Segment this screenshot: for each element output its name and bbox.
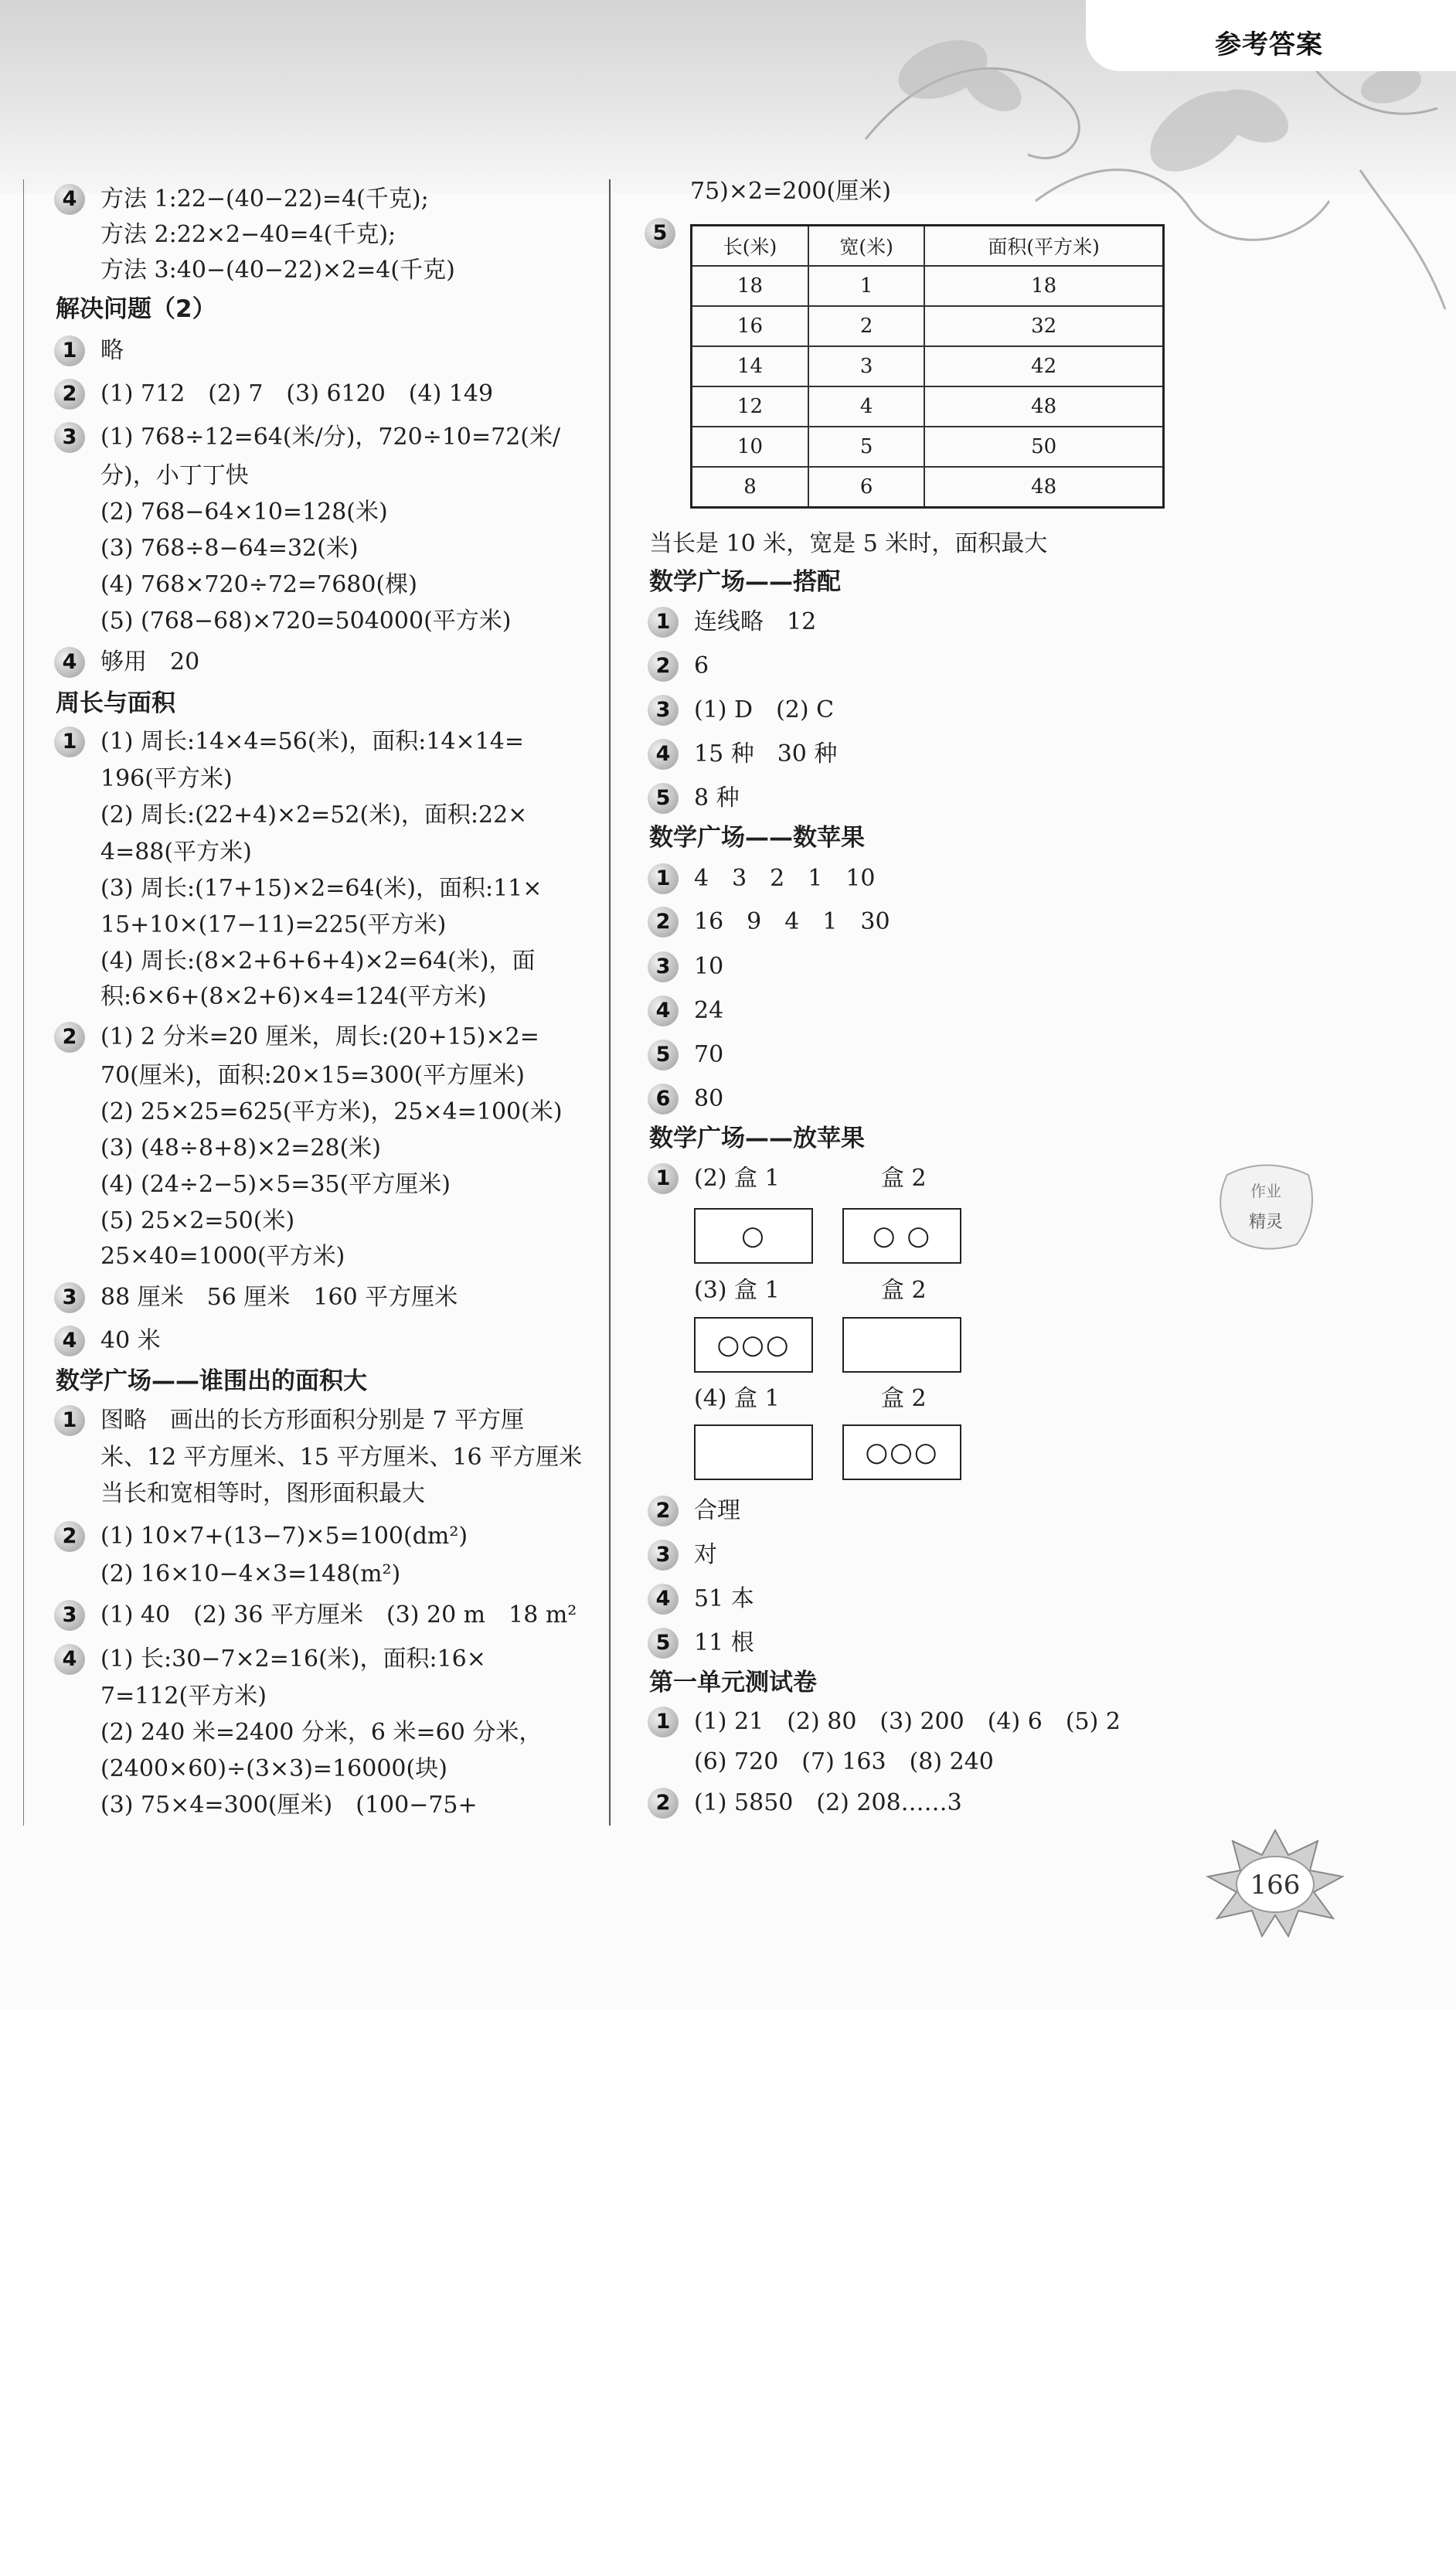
question-badge: 4 bbox=[54, 647, 85, 678]
table-cell: 48 bbox=[924, 467, 1163, 508]
answer-line: (2) 768−64×10=128(米) bbox=[100, 499, 388, 526]
answer-table bbox=[690, 224, 1165, 509]
answer-line: 11 根 bbox=[694, 1629, 754, 1656]
answer-line: (2) 25×25=625(平方米)，25×4=100(米) bbox=[100, 1098, 563, 1125]
answer-line: (3) 周长:(17+15)×2=64(米)，面积:11× bbox=[100, 875, 543, 902]
answer-line: (2) 16×10−4×3=148(m²) bbox=[100, 1560, 401, 1588]
answer-line: 方法 3:40−(40−22)×2=4(千克) bbox=[100, 257, 455, 284]
answer-line: 4=88(平方米) bbox=[100, 839, 252, 866]
answer-line: (6) 720 (7) 163 (8) 240 bbox=[694, 1748, 994, 1775]
answer-line: 196(平方米) bbox=[100, 765, 233, 792]
answer-line: 6 bbox=[694, 652, 709, 679]
answer-line: (2400×60)÷(3×3)=16000(块) bbox=[100, 1755, 447, 1782]
box-label: (2) 盒 1 bbox=[694, 1165, 780, 1192]
table-cell: 42 bbox=[924, 346, 1163, 386]
table-cell: 48 bbox=[924, 386, 1163, 427]
table-header: 长(米) bbox=[692, 226, 808, 267]
table-cell: 16 bbox=[692, 306, 808, 346]
question-badge: 5 bbox=[648, 783, 679, 814]
apple-box bbox=[842, 1317, 961, 1373]
section-title: 周长与面积 bbox=[56, 689, 175, 717]
page-number: 166 bbox=[1250, 1870, 1301, 1901]
table-cell: 6 bbox=[808, 467, 924, 508]
answer-line: (1) 768÷12=64(米/分)，720÷10=72(米/ bbox=[100, 424, 561, 451]
question-badge: 5 bbox=[648, 1628, 679, 1659]
box-label: 盒 2 bbox=[881, 1385, 927, 1412]
table-cell: 18 bbox=[924, 266, 1163, 306]
answer-line: (5) 25×2=50(米) bbox=[100, 1207, 295, 1234]
answer-line: 16 9 4 1 30 bbox=[694, 908, 890, 935]
table-header: 宽(米) bbox=[808, 226, 924, 267]
table-cell: 4 bbox=[808, 386, 924, 427]
apple-box: ○ bbox=[694, 1208, 813, 1264]
answer-line: (4) 768×720÷72=7680(棵) bbox=[100, 571, 417, 598]
answer-line: 4 3 2 1 10 bbox=[694, 865, 876, 892]
answer-line: (1) 21 (2) 80 (3) 200 (4) 6 (5) 2 bbox=[694, 1708, 1121, 1735]
answer-line: 图略 画出的长方形面积分别是 7 平方厘 bbox=[100, 1407, 525, 1434]
table-cell: 5 bbox=[808, 427, 924, 467]
answer-line: (1) 2 分米=20 厘米，周长:(20+15)×2= bbox=[100, 1023, 539, 1050]
answer-line: 15 种 30 种 bbox=[694, 740, 838, 767]
answer-line: (4) (24÷2−5)×5=35(平方厘米) bbox=[100, 1171, 451, 1198]
answer-line: 分)，小丁丁快 bbox=[100, 462, 249, 489]
answer-line: 88 厘米 56 厘米 160 平方厘米 bbox=[100, 1284, 458, 1311]
answer-line: 方法 1:22−(40−22)=4(千克); bbox=[100, 185, 429, 213]
question-badge: 3 bbox=[54, 1600, 85, 1631]
apple-box: ○○○ bbox=[842, 1424, 961, 1480]
answer-line: (1) 5850 (2) 208……3 bbox=[694, 1789, 962, 1816]
question-badge: 1 bbox=[648, 1163, 679, 1194]
question-badge: 1 bbox=[54, 1405, 85, 1436]
answer-line: 当长和宽相等时，图形面积最大 bbox=[100, 1480, 425, 1507]
question-badge: 1 bbox=[54, 727, 85, 757]
question-badge: 4 bbox=[648, 739, 679, 770]
answer-line: 够用 20 bbox=[100, 648, 200, 676]
answer-line: (3) 75×4=300(厘米) (100−75+ bbox=[100, 1792, 478, 1819]
answer-line: (1) 长:30−7×2=16(米)，面积:16× bbox=[100, 1646, 486, 1673]
answer-line: 8 种 bbox=[694, 784, 740, 812]
answer-line: 7=112(平方米) bbox=[100, 1683, 267, 1710]
stamp-text: 作业 bbox=[1250, 1182, 1281, 1200]
answer-line: (3) (48÷8+8)×2=28(米) bbox=[100, 1135, 382, 1162]
table-cell: 14 bbox=[692, 346, 808, 386]
question-badge: 5 bbox=[648, 1040, 679, 1070]
table-cell: 1 bbox=[808, 266, 924, 306]
question-badge: 2 bbox=[648, 1496, 679, 1526]
table-header-row bbox=[692, 226, 1164, 267]
table-cell: 3 bbox=[808, 346, 924, 386]
box-label: (3) 盒 1 bbox=[694, 1277, 780, 1304]
question-badge: 2 bbox=[648, 907, 679, 938]
question-badge: 3 bbox=[648, 1540, 679, 1571]
section-title: 第一单元测试卷 bbox=[649, 1669, 817, 1697]
question-badge: 5 bbox=[645, 218, 675, 249]
question-badge: 1 bbox=[54, 335, 85, 366]
answer-line: 合理 bbox=[694, 1497, 740, 1524]
section-title: 数学广场——数苹果 bbox=[649, 824, 865, 852]
box-label: 盒 2 bbox=[881, 1277, 927, 1304]
question-badge: 4 bbox=[648, 1584, 679, 1615]
table-row bbox=[692, 427, 1164, 467]
section-title: 数学广场——谁围出的面积大 bbox=[56, 1367, 367, 1395]
stamp-text: 精灵 bbox=[1248, 1213, 1284, 1232]
question-badge: 6 bbox=[648, 1084, 679, 1115]
question-badge: 2 bbox=[54, 379, 85, 410]
table-row bbox=[692, 266, 1164, 306]
question-badge: 1 bbox=[648, 607, 679, 638]
answer-line: (3) 768÷8−64=32(米) bbox=[100, 535, 359, 562]
answer-line: 方法 2:22×2−40=4(千克); bbox=[100, 221, 396, 248]
stamp-seal bbox=[1212, 1159, 1320, 1252]
question-badge: 3 bbox=[648, 951, 679, 982]
page-number-badge bbox=[1202, 1824, 1349, 1940]
answer-line: (1) 10×7+(13−7)×5=100(dm²) bbox=[100, 1523, 468, 1550]
question-badge: 4 bbox=[54, 184, 85, 215]
apple-box bbox=[694, 1424, 813, 1480]
section-title: 解决问题（2） bbox=[56, 295, 216, 323]
table-cell: 32 bbox=[924, 306, 1163, 346]
answer-line: (1) 712 (2) 7 (3) 6120 (4) 149 bbox=[100, 380, 494, 407]
table-cell: 50 bbox=[924, 427, 1163, 467]
table-row bbox=[692, 467, 1164, 508]
question-badge: 4 bbox=[54, 1326, 85, 1356]
answer-line: 51 本 bbox=[694, 1585, 754, 1612]
answer-line: 积:6×6+(8×2+6)×4=124(平方米) bbox=[100, 983, 487, 1010]
table-cell: 10 bbox=[692, 427, 808, 467]
answer-line: 70 bbox=[694, 1041, 724, 1068]
question-badge: 2 bbox=[54, 1022, 85, 1053]
answer-line: 当长是 10 米，宽是 5 米时，面积最大 bbox=[649, 530, 1048, 557]
answer-line: (1) D (2) C bbox=[694, 696, 835, 723]
table-cell: 2 bbox=[808, 306, 924, 346]
box-label: 盒 2 bbox=[881, 1165, 927, 1192]
question-badge: 3 bbox=[54, 422, 85, 453]
table-row bbox=[692, 386, 1164, 427]
answer-line: 75)×2=200(厘米) bbox=[690, 178, 891, 205]
answer-line: 15+10×(17−11)=225(平方米) bbox=[100, 911, 447, 938]
table-cell: 12 bbox=[692, 386, 808, 427]
table-header: 面积(平方米) bbox=[924, 226, 1163, 267]
answer-line: 70(厘米)，面积:20×15=300(平方厘米) bbox=[100, 1062, 525, 1089]
section-title: 数学广场——放苹果 bbox=[649, 1125, 865, 1152]
left-margin-rule bbox=[23, 179, 24, 1826]
answer-line: 10 bbox=[694, 953, 724, 980]
answer-line: (5) (768−68)×720=504000(平方米) bbox=[100, 608, 512, 635]
answer-line: (1) 周长:14×4=56(米)，面积:14×14= bbox=[100, 728, 524, 755]
question-badge: 2 bbox=[54, 1521, 85, 1552]
question-badge: 1 bbox=[648, 1707, 679, 1737]
question-badge: 1 bbox=[648, 863, 679, 894]
question-badge: 3 bbox=[648, 695, 679, 726]
table-cell: 18 bbox=[692, 266, 808, 306]
question-badge: 4 bbox=[648, 996, 679, 1026]
answer-line: 25×40=1000(平方米) bbox=[100, 1243, 345, 1270]
answer-line: (1) 40 (2) 36 平方厘米 (3) 20 m 18 m² bbox=[100, 1601, 577, 1629]
table-row bbox=[692, 306, 1164, 346]
column-divider bbox=[609, 179, 611, 1826]
apple-box: ○○○ bbox=[694, 1317, 813, 1373]
apple-box: ○ ○ bbox=[842, 1208, 961, 1264]
answer-line: 米、12 平方厘米、15 平方厘米、16 平方厘米 bbox=[100, 1444, 583, 1471]
question-badge: 3 bbox=[54, 1282, 85, 1313]
answer-line: 24 bbox=[694, 997, 724, 1024]
box-label: (4) 盒 1 bbox=[694, 1385, 780, 1412]
table-row bbox=[692, 346, 1164, 386]
question-badge: 2 bbox=[648, 651, 679, 682]
answer-line: 略 bbox=[100, 337, 124, 364]
question-badge: 2 bbox=[648, 1788, 679, 1819]
question-badge: 4 bbox=[54, 1644, 85, 1675]
answer-line: 连线略 12 bbox=[694, 608, 817, 635]
answer-line: (2) 周长:(22+4)×2=52(米)，面积:22× bbox=[100, 802, 528, 829]
answer-line: (2) 240 米=2400 分米，6 米=60 分米， bbox=[100, 1719, 543, 1746]
answer-line: 80 bbox=[694, 1085, 724, 1112]
answer-line: 对 bbox=[694, 1541, 717, 1568]
table-cell: 8 bbox=[692, 467, 808, 508]
section-title: 数学广场——搭配 bbox=[649, 568, 841, 596]
answer-line: (4) 周长:(8×2+6+6+4)×2=64(米)，面 bbox=[100, 948, 536, 975]
answer-line: 40 米 bbox=[100, 1327, 161, 1354]
header-title: 参考答案 bbox=[1215, 29, 1323, 60]
